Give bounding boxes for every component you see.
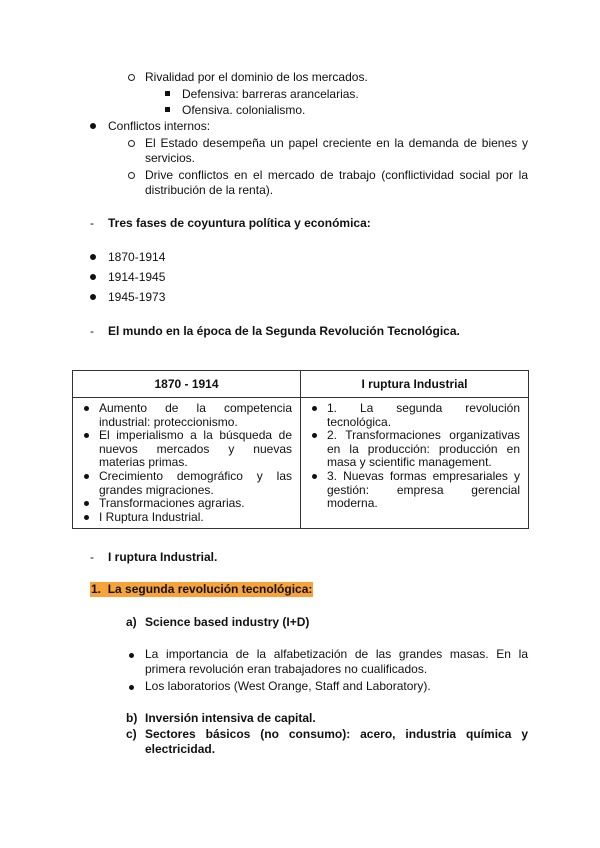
dash-marker: - xyxy=(90,216,94,230)
table-header-right: I ruptura Industrial xyxy=(301,371,529,398)
phase-item: 1914-1945 xyxy=(108,270,166,284)
section-heading xyxy=(90,582,313,597)
bullet-icon xyxy=(84,474,89,479)
list-item-text: Aumento de la competencia industrial: proteccionismo. xyxy=(99,401,292,429)
sub-b-title: Inversión intensiva de capital. xyxy=(145,711,316,725)
phases-heading: Tres fases de coyuntura política y económica: xyxy=(108,216,371,230)
list-item-text: El imperialismo a la búsqueda de nuevos mercados y nuevas materias primas. xyxy=(99,428,292,470)
bullet-icon xyxy=(84,515,89,520)
list-item xyxy=(81,511,292,525)
internal-conflicts-text: Conflictos internos: xyxy=(108,119,211,133)
square-bullet-icon xyxy=(165,91,170,96)
bullet-icon xyxy=(84,433,89,438)
hollow-bullet-icon xyxy=(128,140,135,147)
bullet-icon xyxy=(312,474,317,479)
hollow-bullet-icon xyxy=(128,74,135,81)
phase-item: 1870-1914 xyxy=(108,250,166,264)
list-item-text: 2. Transformaciones organizativas en la producción: producción en masa y scientific management. xyxy=(327,428,520,470)
bullet-icon xyxy=(312,433,317,438)
dash-marker: - xyxy=(90,324,94,338)
phase-item: 1945-1973 xyxy=(108,290,166,304)
list-item xyxy=(309,470,520,511)
bullet-icon xyxy=(90,294,96,300)
table-cell-left xyxy=(73,398,301,529)
square-bullet-icon xyxy=(165,107,170,112)
list-item-text: Transformaciones agrarias. xyxy=(99,496,245,511)
dash-marker: - xyxy=(90,550,94,564)
bullet-icon xyxy=(84,501,89,506)
bullet-icon xyxy=(129,653,134,658)
bullet-icon xyxy=(129,685,134,690)
list-item xyxy=(81,497,292,511)
list-item-text: 1. La segunda revolución tecnológica. xyxy=(327,401,520,429)
world-heading: El mundo en la época de la Segunda Revolución Tecnológica. xyxy=(108,324,460,338)
sub-c-title: Sectores básicos (no consumo): acero, industria química y electricidad. xyxy=(145,727,528,756)
sub-a-title: Science based industry (I+D) xyxy=(145,615,310,629)
drive-text: Drive conflictos en el mercado de trabajo (conflictividad social por la distribución de la renta). xyxy=(145,168,528,197)
rivalry-text: Rivalidad por el dominio de los mercados. xyxy=(145,70,368,84)
sub-c-letter: c) xyxy=(126,727,137,741)
defensiva-text: Defensiva: barreras arancelarias. xyxy=(182,87,359,101)
list-item xyxy=(309,429,520,470)
ruptura-heading: I ruptura Industrial. xyxy=(108,550,218,564)
ofensiva-text: Ofensiva. colonialismo. xyxy=(182,103,306,117)
estado-text: El Estado desempeña un papel creciente en la demanda de bienes y servicios. xyxy=(145,136,528,165)
table-cell-right xyxy=(301,398,529,529)
list-item xyxy=(81,402,292,429)
list-item-text: Crecimiento demográfico y las grandes migraciones. xyxy=(99,468,292,497)
bullet-icon xyxy=(90,123,96,129)
sub-b-letter: b) xyxy=(126,711,138,725)
list-item-text: 3. Nuevas formas empresariales y gestión: empresa gerencial moderna. xyxy=(327,468,520,511)
list-item-text: I Ruptura Industrial. xyxy=(99,509,204,524)
list-item xyxy=(81,429,292,470)
comparison-table xyxy=(72,370,529,529)
bullet-icon xyxy=(312,406,317,411)
section-number: 1. xyxy=(91,582,102,596)
bullet-icon xyxy=(84,406,89,411)
list-item xyxy=(81,470,292,497)
a-item-text: La importancia de la alfabetización de las grandes masas. En la primera revolución eran trabajadores no cualificados. xyxy=(145,647,528,676)
section-title: La segunda revolución tecnológica: xyxy=(107,582,313,596)
list-item xyxy=(309,402,520,429)
a-item-text: Los laboratorios (West Orange, Staff and Laboratory). xyxy=(145,679,431,693)
bullet-icon xyxy=(90,254,96,260)
hollow-bullet-icon xyxy=(128,172,135,179)
table-header-left: 1870 - 1914 xyxy=(73,371,301,398)
bullet-icon xyxy=(90,274,96,280)
sub-a-letter: a) xyxy=(126,615,137,629)
